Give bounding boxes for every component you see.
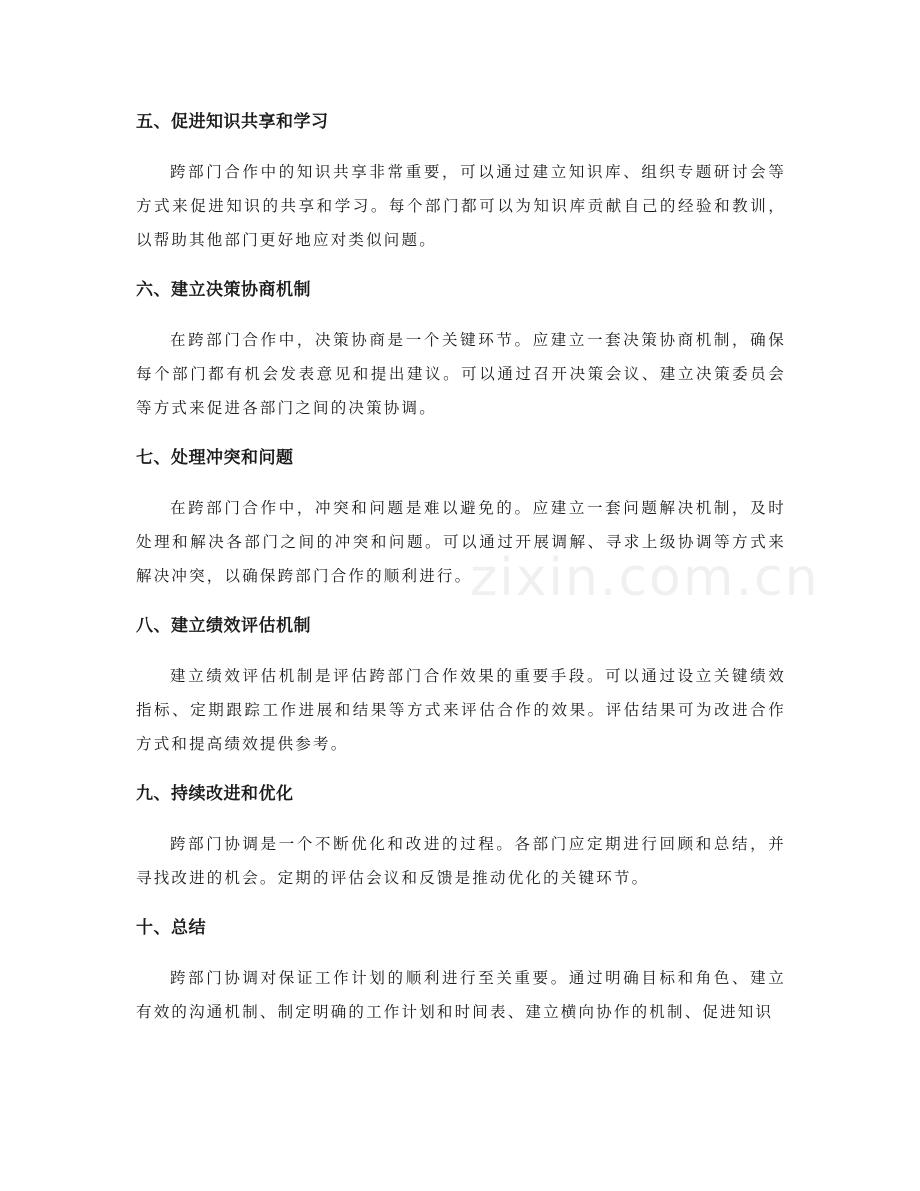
section-decision-consultation (136, 275, 786, 425)
section-paragraph: 跨部门协调对保证工作计划的顺利进行至关重要。通过明确目标和角色、建立有效的沟通机制、制定明确的工作计划和时间表、建立横向协作的机制、促进知识 (136, 969, 786, 1021)
watermark: zixin.com.cn (470, 548, 820, 608)
section-paragraph: 跨部门合作中的知识共享非常重要，可以通过建立知识库、组织专题研讨会等方式来促进知识的共享和学习。每个部门都可以为知识库贡献自己的经验和教训，以帮助其他部门更好地应对类似问题。 (136, 163, 786, 249)
section-heading: 六、建立决策协商机制 (136, 280, 311, 300)
section-conflict-handling (136, 443, 786, 593)
section-continuous-improvement (136, 779, 786, 895)
section-summary (136, 913, 786, 1029)
section-heading: 十、总结 (136, 918, 206, 938)
section-heading: 九、持续改进和优化 (136, 784, 294, 804)
section-paragraph: 跨部门协调是一个不断优化和改进的过程。各部门应定期进行回顾和总结，并寻找改进的机会。定期的评估会议和反馈是推动优化的关键环节。 (136, 835, 786, 887)
section-paragraph: 在跨部门合作中，冲突和问题是难以避免的。应建立一套问题解决机制，及时处理和解决各部门之间的冲突和问题。可以通过开展调解、寻求上级协调等方式来解决冲突，以确保跨部门合作的顺利进行。 (136, 499, 786, 585)
section-heading: 八、建立绩效评估机制 (136, 616, 311, 636)
section-paragraph: 在跨部门合作中，决策协商是一个关键环节。应建立一套决策协商机制，确保每个部门都有机会发表意见和提出建议。可以通过召开决策会议、建立决策委员会等方式来促进各部门之间的决策协调。 (136, 331, 786, 417)
section-heading: 七、处理冲突和问题 (136, 448, 294, 468)
section-knowledge-sharing (136, 107, 786, 257)
section-performance-evaluation (136, 611, 786, 761)
section-heading: 五、促进知识共享和学习 (136, 112, 329, 132)
section-paragraph: 建立绩效评估机制是评估跨部门合作效果的重要手段。可以通过设立关键绩效指标、定期跟踪工作进展和结果等方式来评估合作的效果。评估结果可为改进合作方式和提高绩效提供参考。 (136, 667, 786, 753)
document-content (136, 107, 786, 1047)
